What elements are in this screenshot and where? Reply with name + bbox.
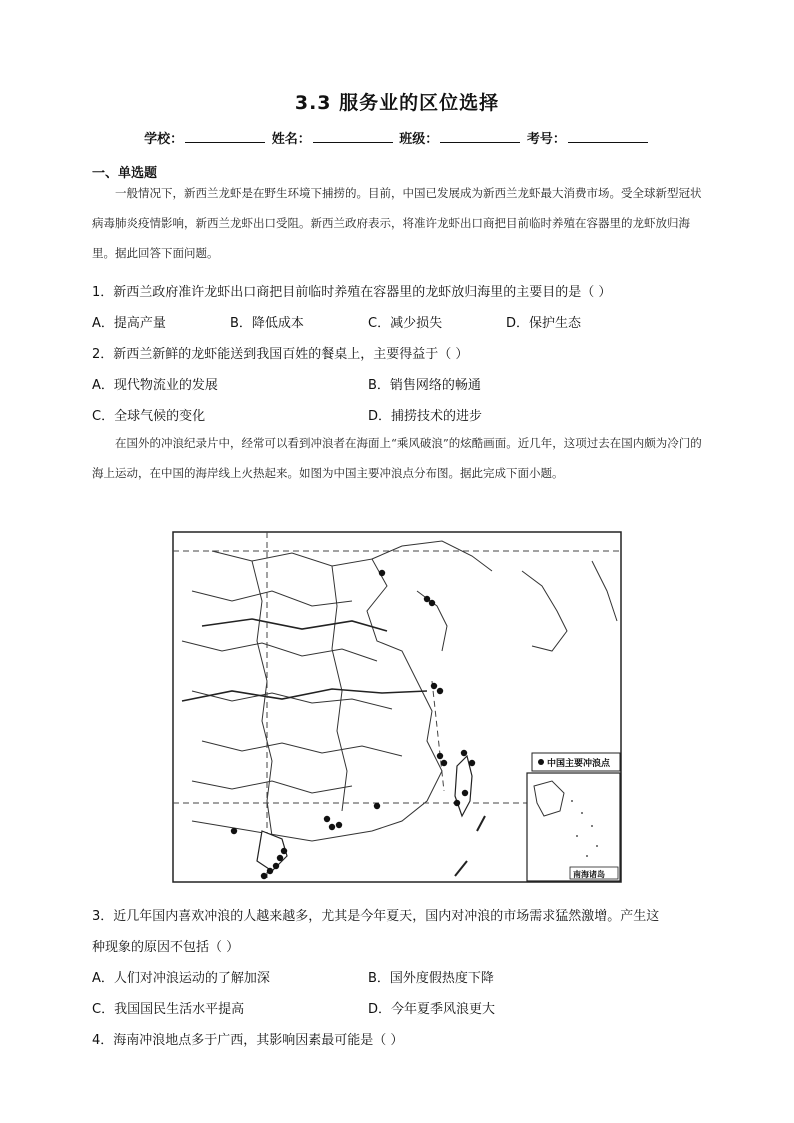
question-2-stem: 2．新西兰新鲜的龙虾能送到我国百姓的餐桌上，主要得益于（ ） [92, 347, 469, 362]
question-1-stem: 1．新西兰政府准许龙虾出口商把目前临时养殖在容器里的龙虾放归海里的主要目的是（ ） [92, 285, 612, 300]
surf-spot [437, 753, 443, 759]
surf-spot [374, 803, 380, 809]
surf-spot [441, 760, 447, 766]
school-blank[interactable] [185, 130, 265, 143]
question-3-option-b[interactable]: B．国外度假热度下降 [368, 971, 494, 986]
question-2-option-a[interactable]: A．现代物流业的发展 [92, 378, 218, 393]
school-label: 学校： [144, 132, 184, 147]
legend-label: 中国主要冲浪点 [547, 759, 611, 769]
surf-spot-map [172, 531, 622, 883]
question-1-option-b[interactable]: B．降低成本 [230, 316, 304, 331]
map-legend [532, 753, 620, 771]
surf-spot [273, 863, 279, 869]
question-1-option-c[interactable]: C．减少损失 [368, 316, 443, 331]
exam-number-label: 考号： [526, 132, 566, 147]
question-3-stem-line-1: 3．近几年国内喜欢冲浪的人越来越多，尤其是今年夏天，国内对冲浪的市场需求猛然激增。产生这 [92, 909, 660, 924]
name-blank[interactable] [313, 130, 393, 143]
question-3-option-c[interactable]: C．我国国民生活水平提高 [92, 1002, 245, 1017]
passage-lobster: 一般情况下，新西兰龙虾是在野生环境下捕捞的。目前，中国已发展成为新西兰龙虾最大消费市场。受全球新型冠状病毒肺炎疫情影响，新西兰龙虾出口受阻。新西兰政府表示，将准许龙虾出口商把目前临时养殖在容器里的龙虾放归海里。据此回答下面问题。 [92, 186, 702, 260]
section-heading: 一、单选题 [92, 166, 158, 181]
class-label: 班级： [399, 132, 439, 147]
surf-spot [336, 822, 342, 828]
exam-number-blank[interactable] [568, 130, 648, 143]
legend-dot-icon [538, 759, 544, 765]
question-1-option-a[interactable]: A．提高产量 [92, 316, 166, 331]
surf-spot [231, 828, 237, 834]
surf-spot [324, 816, 330, 822]
question-3-option-a[interactable]: A．人们对冲浪运动的了解加深 [92, 971, 270, 986]
question-2-option-b[interactable]: B．销售网络的畅通 [368, 378, 481, 393]
surf-spot [281, 848, 287, 854]
surf-spot [462, 790, 468, 796]
surf-spot [461, 750, 467, 756]
surf-spot [261, 873, 267, 879]
question-3-option-d[interactable]: D．今年夏季风浪更大 [368, 1002, 496, 1017]
class-blank[interactable] [440, 130, 520, 143]
question-2-option-c[interactable]: C．全球气候的变化 [92, 409, 206, 424]
student-info-line [0, 128, 794, 147]
surf-spot [277, 855, 283, 861]
surf-spot [437, 688, 443, 694]
surf-spot [454, 800, 460, 806]
inset-label: 南海诸岛 [573, 870, 605, 879]
surf-spot [429, 600, 435, 606]
name-label: 姓名： [271, 132, 311, 147]
map-svg [172, 531, 622, 883]
page-title: 3.3 服务业的区位选择 [294, 92, 500, 114]
question-1-option-d[interactable]: D．保护生态 [506, 316, 582, 331]
surf-spot [424, 596, 430, 602]
question-4-stem: 4．海南冲浪地点多于广西，其影响因素最可能是（ ） [92, 1033, 404, 1048]
south-china-sea-inset [527, 773, 620, 881]
surf-spot [379, 570, 385, 576]
surf-spot [267, 868, 273, 874]
surf-spot [431, 683, 437, 689]
surf-spot [329, 824, 335, 830]
question-2-option-d[interactable]: D．捕捞技术的进步 [368, 409, 483, 424]
surf-spot [469, 760, 475, 766]
question-3-stem-line-2: 种现象的原因不包括（ ） [92, 940, 240, 955]
passage-surfing: 在国外的冲浪纪录片中，经常可以看到冲浪者在海面上“乘风破浪”的炫酷画面。近几年，这项过去在国内颇为冷门的海上运动，在中国的海岸线上火热起来。如图为中国主要冲浪点分布图。据此完成下面小题。 [92, 436, 702, 480]
